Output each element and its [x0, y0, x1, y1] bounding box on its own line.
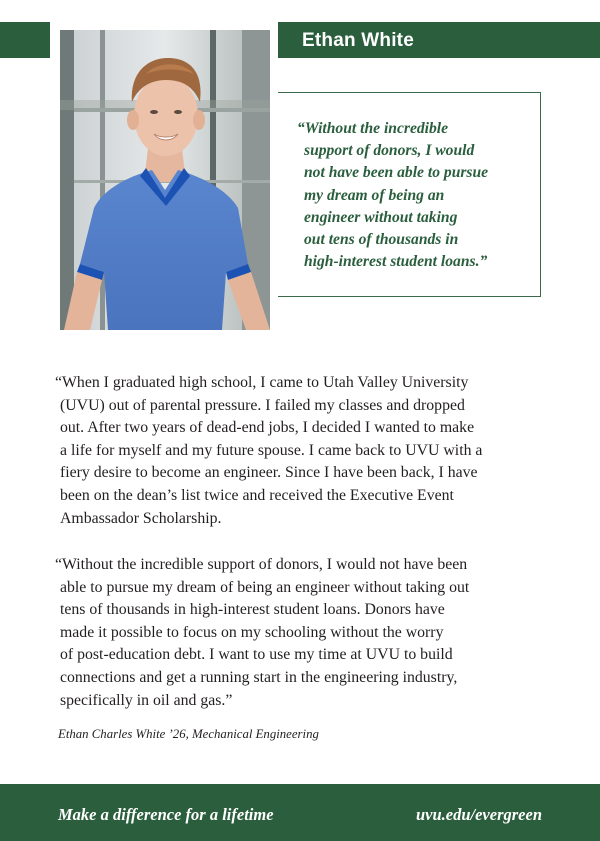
pull-quote-line: support of donors, I would — [304, 142, 475, 160]
footer-tagline: Make a difference for a lifetime — [58, 805, 274, 824]
pull-quote-line: out tens of thousands in — [304, 231, 459, 249]
body-line: able to pursue my dream of being an engineer without taking out — [60, 578, 470, 596]
signature: Ethan Charles White ’26, Mechanical Engineering — [58, 727, 319, 741]
body-line: Ambassador Scholarship. — [60, 509, 222, 527]
body-line: out. After two years of dead-end jobs, I decided I wanted to make — [60, 419, 475, 437]
footer-url-link[interactable]: uvu.edu/evergreen — [415, 805, 542, 824]
body-line: “Without the incredible support of donors, I would not have been — [55, 556, 468, 573]
body-line: (UVU) out of parental pressure. I failed my classes and dropped — [60, 396, 465, 414]
pull-quote-line: “Without the incredible — [297, 120, 449, 137]
body-line: connections and get a running start in the engineering industry, — [60, 668, 458, 686]
body-line: “When I graduated high school, I came to Utah Valley University — [55, 374, 469, 391]
body-line: a life for myself and my future spouse. I came back to UVU with a — [60, 441, 483, 459]
student-photo — [60, 30, 270, 330]
pull-quote — [297, 118, 537, 273]
body-line: specifically in oil and gas.” — [60, 691, 233, 709]
body-paragraph-2 — [55, 554, 469, 712]
body-line: been on the dean’s list twice and received the Executive Event — [60, 486, 454, 504]
student-name: Ethan White — [302, 30, 414, 51]
pull-quote-line: not have been able to pursue — [304, 164, 489, 182]
pull-quote-line: engineer without taking — [304, 208, 458, 226]
pull-quote-line: high-interest student loans.” — [304, 253, 488, 271]
body-line: of post-education debt. I want to use my time at UVU to build — [60, 646, 453, 664]
body-line: made it possible to focus on my schooling without the worry — [60, 623, 444, 641]
body-paragraph-1 — [55, 372, 482, 530]
pull-quote-line: my dream of being an — [304, 186, 445, 204]
body-line: tens of thousands in high-interest student loans. Donors have — [60, 601, 445, 619]
body-line: fiery desire to become an engineer. Since I have been back, I have — [60, 464, 478, 482]
photo-frame — [50, 20, 278, 338]
